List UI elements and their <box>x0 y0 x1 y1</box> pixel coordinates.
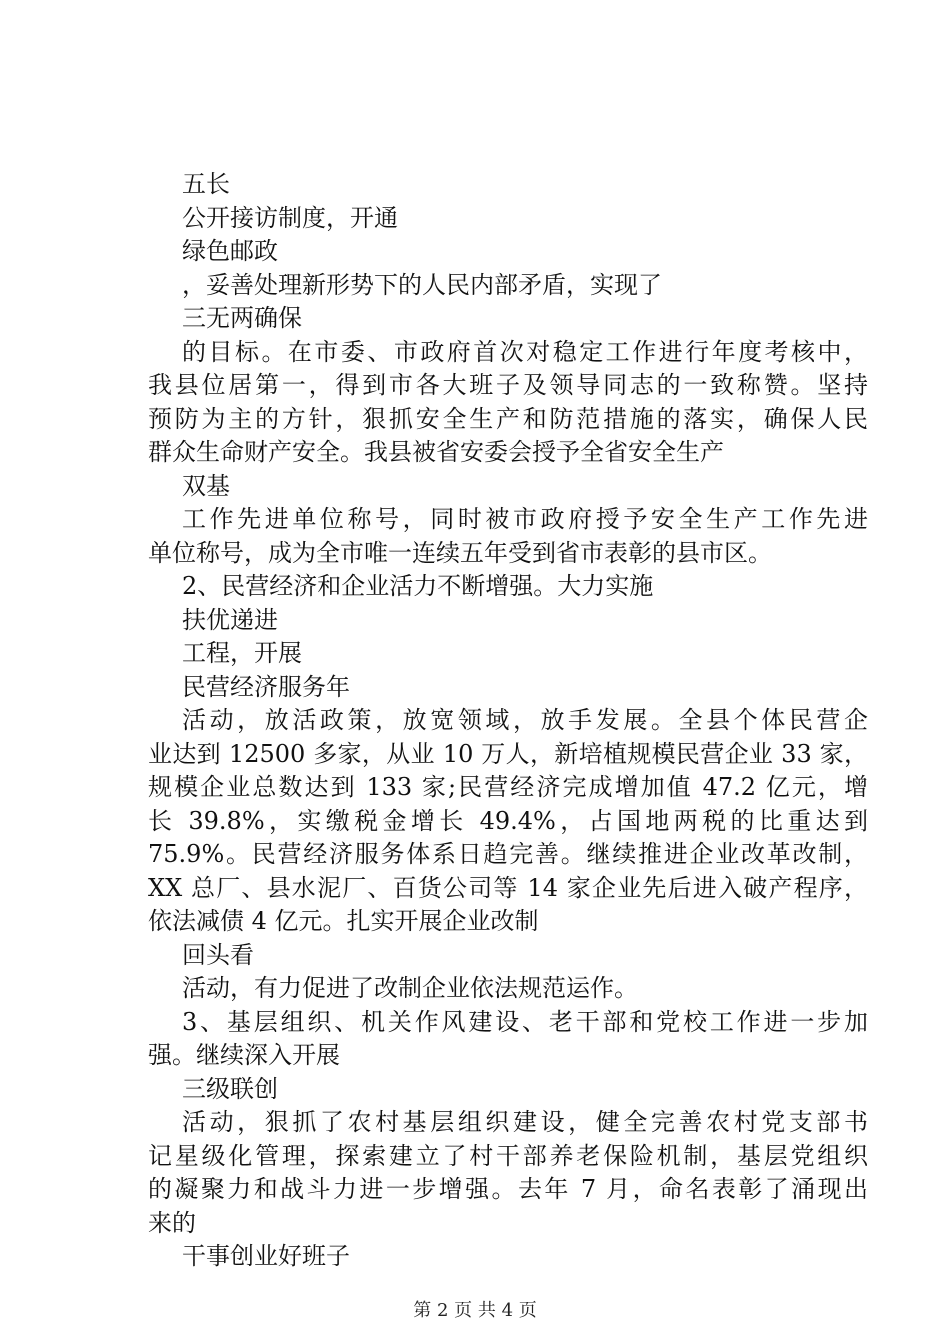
text-line: XX 总厂、县水泥厂、百货公司等 14 家企业先后进入破产程序， <box>148 873 868 902</box>
text-line: 来的 <box>148 1208 196 1237</box>
text-line: 规模企业总数达到 133 家;民营经济完成增加值 47.2 亿元，增 <box>148 773 868 801</box>
text-line: 活动，有力促进了改制企业依法规范运作。 <box>182 974 638 1002</box>
text-line: 扶优递进 <box>182 605 278 634</box>
text-line: 工程，开展 <box>182 639 302 667</box>
text-line: 民营经济服务年 <box>182 672 350 701</box>
text-line: 长 39.8%，实缴税金增长 49.4%，占国地两税的比重达到 <box>148 806 868 835</box>
text-line: 公开接访制度，开通 <box>182 203 398 232</box>
text-line: 绿色邮政 <box>182 237 278 265</box>
document-body <box>148 168 868 1274</box>
text-line: 业达到 12500 多家，从业 10 万人，新培植规模民营企业 33 家， <box>148 739 868 768</box>
text-line: 单位称号，成为全市唯一连续五年受到省市表彰的县市区。 <box>148 538 772 567</box>
text-line: 强。继续深入开展 <box>148 1041 340 1069</box>
text-line: 群众生命财产安全。我县被省安委会授予全省安全生产 <box>148 438 724 466</box>
page-footer <box>0 1300 950 1322</box>
page-number-label: 第 2 页 共 4 页 <box>413 1300 537 1321</box>
text-line: 三级联创 <box>182 1074 278 1103</box>
text-line: 依法减债 4 亿元。扎实开展企业改制 <box>148 907 539 935</box>
text-line: 活动，狠抓了农村基层组织建设，健全完善农村党支部书 <box>182 1108 868 1136</box>
text-line: 双基 <box>182 471 230 500</box>
text-line: 2、民营经济和企业活力不断增强。大力实施 <box>182 572 654 600</box>
text-line: 3、基层组织、机关作风建设、老干部和党校工作进一步加 <box>182 1007 868 1036</box>
text-line: 回头看 <box>182 940 254 969</box>
text-line: 的目标。在市委、市政府首次对稳定工作进行年度考核中， <box>182 337 868 366</box>
text-line: 预防为主的方针，狠抓安全生产和防范措施的落实，确保人民 <box>148 404 868 433</box>
text-line: 记星级化管理，探索建立了村干部养老保险机制，基层党组织 <box>148 1141 868 1170</box>
text-line: ，妥善处理新形势下的人民内部矛盾，实现了 <box>182 270 662 299</box>
text-line: 的凝聚力和战斗力进一步增强。去年 7 月，命名表彰了涌现出 <box>148 1175 868 1203</box>
text-line: 三无两确保 <box>182 304 302 332</box>
text-line: 我县位居第一，得到市各大班子及领导同志的一致称赞。坚持 <box>148 371 868 399</box>
text-line: 活动，放活政策，放宽领域，放手发展。全县个体民营企 <box>182 706 868 734</box>
text-line: 工作先进单位称号，同时被市政府授予安全生产工作先进 <box>182 505 868 533</box>
text-line: 五长 <box>182 170 230 198</box>
text-line: 75.9%。民营经济服务体系日趋完善。继续推进企业改革改制， <box>148 840 868 868</box>
text-line: 干事创业好班子 <box>182 1242 350 1270</box>
